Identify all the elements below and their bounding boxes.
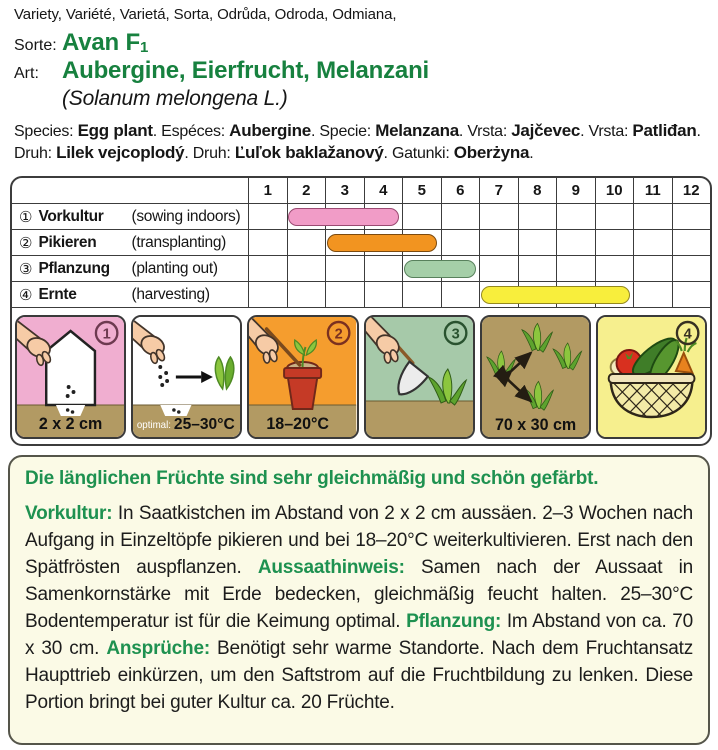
hand-sowing-arrow-seedling-icon xyxy=(131,315,242,439)
variety-name: Avan $F_1$ xyxy=(62,29,149,56)
circled-number: ③ xyxy=(19,260,33,278)
task-name: Pikieren xyxy=(38,233,97,251)
description-headline: Die länglichen Früchte sind sehr gleichmäßig und schön gefärbt. xyxy=(25,468,599,489)
tile-caption: 2 x 2 cm xyxy=(38,414,103,434)
keyword-ansprueche: Ansprüche: xyxy=(106,638,210,659)
tile-caption-prefix: optimal: xyxy=(137,419,172,432)
hand-sowing-seed-tray-icon xyxy=(15,315,126,439)
header-section xyxy=(14,6,714,164)
species-translations-line2: Druh: Lilek vejcoplodý. Druh: Ľuľok baklažanový. Gatunki: Oberżyna. xyxy=(14,142,534,162)
month-header: 12 xyxy=(672,178,711,203)
month-header: 9 xyxy=(556,178,595,203)
month-header: 3 xyxy=(325,178,364,203)
task-english: (transplanting) xyxy=(131,233,227,251)
month-header: 4 xyxy=(364,178,403,203)
art-row xyxy=(14,58,714,84)
tile-number: 2 xyxy=(334,326,344,343)
description-box xyxy=(8,455,710,745)
calendar-header-spacer xyxy=(12,178,248,203)
f1-subscript: 1 xyxy=(139,39,149,56)
task-english: (harvesting) xyxy=(131,285,210,303)
calendar-row-pflanzung xyxy=(12,256,710,282)
tile-number: 1 xyxy=(102,326,111,343)
tile-number: 3 xyxy=(451,326,460,343)
task-english: (sowing indoors) xyxy=(131,207,241,225)
circled-number: ② xyxy=(19,234,33,252)
month-header: 5 xyxy=(402,178,441,203)
task-english: (planting out) xyxy=(131,259,218,277)
art-label: Art: xyxy=(14,65,39,83)
keyword-aussaathinweis: Aussaathinweis: xyxy=(257,557,405,578)
month-header: 8 xyxy=(518,178,557,203)
sowing-calendar xyxy=(12,178,710,308)
species-translations-line1: Species: Egg plant. Espéces: Aubergine. Specie: Melanzana. Vrsta: Jajčevec. Vrsta: Patliđan. xyxy=(14,120,701,140)
tile-number: 4 xyxy=(683,326,692,343)
calendar-row-vorkultur xyxy=(12,204,710,230)
month-header: 11 xyxy=(633,178,672,203)
calendar-month-header xyxy=(12,178,710,204)
circled-number: ① xyxy=(19,208,33,226)
keyword-pflanzung: Pflanzung: xyxy=(406,611,502,632)
keyword-vorkultur: Vorkultur: xyxy=(25,503,113,524)
basket-rim xyxy=(609,374,695,383)
tile-caption: 25–30°C xyxy=(174,415,235,434)
harvest-basket-vegetables-icon xyxy=(596,315,707,439)
calendar-row-pikieren xyxy=(12,230,710,256)
tile-caption: 70 x 30 cm xyxy=(494,415,576,435)
hand-trowel-planting-icon xyxy=(364,315,475,439)
month-header: 1 xyxy=(248,178,287,203)
calendar-row-ernte xyxy=(12,282,710,308)
hand-dibber-flower-pot-icon xyxy=(247,315,358,439)
period-bar-pflanzung xyxy=(404,260,476,278)
period-bar-pikieren xyxy=(327,234,438,252)
description-body: Vorkultur: In Saatkistchen im Abstand von 2 x 2 cm aussäen. 2–3 Wochen nach Aufgang in Einzeltöpfe pikieren und bei 18–20°C weiterkultivieren. Erst nach den Spätfrösten auspflanzen. Aussaathinweis: Samen nach der Aussaat in Samenkornstärke mit Erde bedecken, gleichmäßig feucht halten. 25–30°C Bodentemperatur ist für die Keimung optimal. Pflanzung: Im Abstand von ca. 70 x 30 cm. Ansprüche: Benötigt sehr warme Standorte. Nach dem Fruchtansatz Haupttrieb einkürzen, um den Saftstrom auf die Fruchtbildung zu lenken. Diese Portion bringt bei guter Kultur ca. 20 Früchte. xyxy=(25,503,694,713)
task-name: Pflanzung xyxy=(38,259,110,277)
month-header: 2 xyxy=(287,178,326,203)
month-header: 6 xyxy=(441,178,480,203)
latin-name: (Solanum melongena L.) xyxy=(62,86,288,110)
period-bar-ernte xyxy=(481,286,630,304)
sorte-row xyxy=(14,30,714,56)
month-header: 7 xyxy=(479,178,518,203)
sorte-label: Sorte: xyxy=(14,37,57,54)
period-bar-vorkultur xyxy=(288,208,399,226)
pictogram-row xyxy=(15,315,707,439)
task-name: Vorkultur xyxy=(38,207,104,225)
task-name: Ernte xyxy=(38,285,77,303)
tile-caption: 18–20°C xyxy=(266,414,330,434)
plant-spacing-arrows-icon xyxy=(480,315,591,439)
variety-translations: Variety, Variété, Varietá, Sorta, Odrůda, Odroda, Odmiana, xyxy=(14,6,397,23)
species-common-names: Aubergine, Eierfrucht, Melanzani xyxy=(62,57,429,85)
circled-number: ④ xyxy=(19,286,33,304)
month-header: 10 xyxy=(595,178,634,203)
cultivation-panel xyxy=(10,176,712,446)
